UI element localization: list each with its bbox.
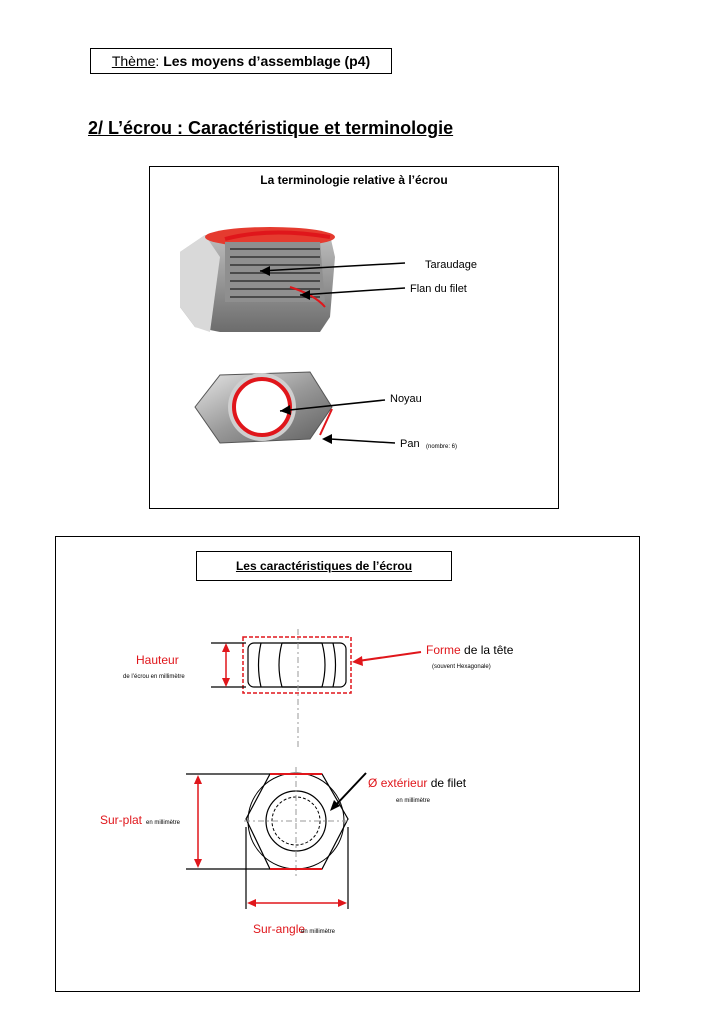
section-title: 2/ L’écrou : Caractéristique et terminologie [88,118,454,138]
label-taraudage: Taraudage [425,259,477,271]
label-surangle: Sur-angle [253,922,306,936]
terminology-illustration [150,167,560,510]
nut-front-view [244,767,348,877]
label-pan: Pan [400,438,420,450]
theme-value: Les moyens d’assemblage (p4) [163,53,371,69]
characteristics-drawing [56,537,641,993]
label-diametre: Ø extérieur de filet [368,776,467,790]
label-hauteur: Hauteur [136,653,179,667]
characteristics-figure [55,536,640,992]
label-surplat: Sur-plat [100,813,143,827]
label-forme-sub: (souvent Hexagonale) [432,664,491,670]
terminology-figure [149,166,559,509]
theme-label: Thème [111,53,156,69]
label-forme: Forme de la tête [426,643,514,657]
label-diametre-sub: en millimètre [396,798,431,804]
label-noyau: Noyau [390,393,422,405]
arrow-forme [358,652,421,661]
nut-side-view [248,643,346,687]
terminology-title: La terminologie relative à l’écrou [260,173,448,187]
label-hauteur-sub: de l’écrou en millimètre [123,674,185,680]
label-flan: Flan du filet [410,283,467,295]
arrow-diametre [334,773,366,807]
label-surangle-sub: en millimètre [301,929,336,935]
characteristics-title: Les caractéristiques de l’écrou [196,551,452,581]
arrow-pan [330,439,395,443]
label-surplat-sub: en millimètre [146,820,181,826]
cut-nut-image [180,227,335,332]
label-pan-note: (nombre: 6) [426,444,458,450]
theme-box: Thème: Les moyens d’assemblage (p4) [90,48,392,74]
